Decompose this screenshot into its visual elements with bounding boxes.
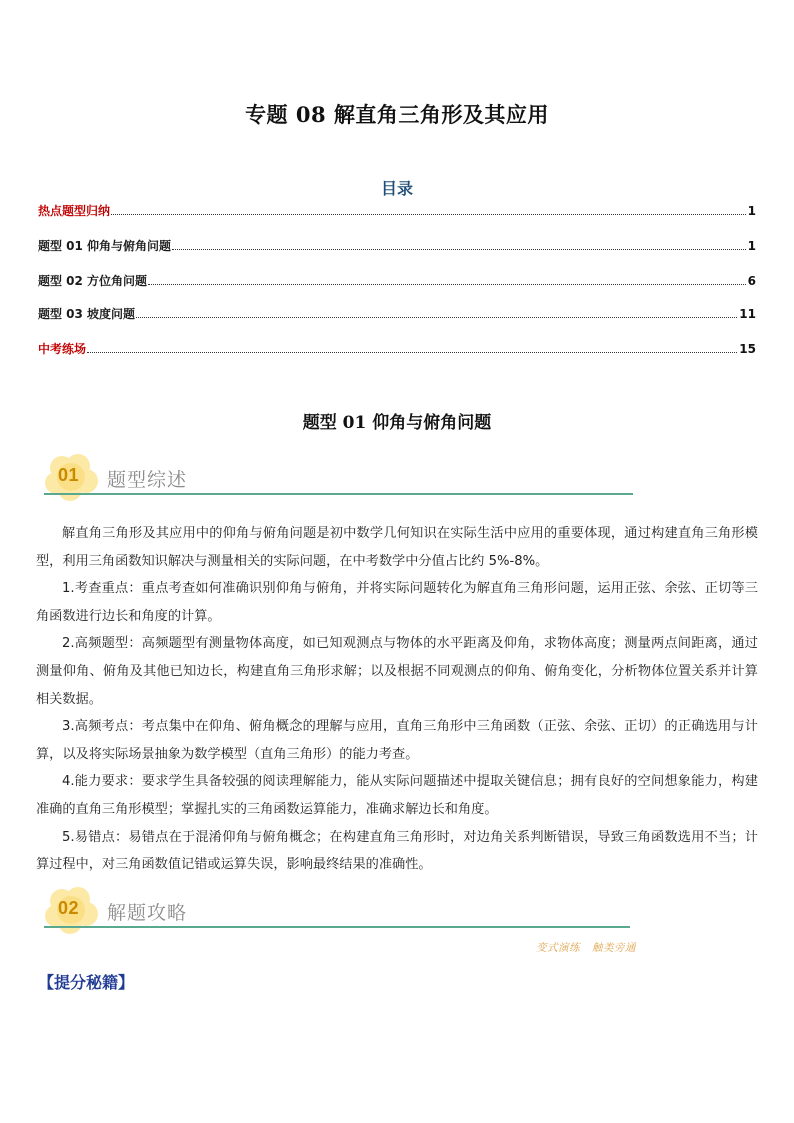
toc-leader [111,213,746,215]
overview-paragraph: 4.能力要求：要求学生具备较强的阅读理解能力，能从实际问题描述中提取关键信息；拥有良好的空间想象能力，构建准确的直角三角形模型；掌握扎实的三角函数运算能力，准确求解边长和角度。 [36,774,758,817]
badge-number: 01 [58,465,80,485]
badge-underline [44,493,633,495]
toc-entry-type-03[interactable] [38,306,756,322]
tip-left: 变式演练 [536,942,581,954]
tip-slogan [0,940,636,955]
document-title: 专题 08 解直角三角形及其应用 [245,102,549,127]
badge-underline [44,926,630,928]
toc-entry-page: 11 [739,307,756,321]
toc-entry-type-01[interactable] [38,238,756,254]
overview-paragraph: 解直角三角形及其应用中的仰角与俯角问题是初中数学几何知识在实际生活中应用的重要体现，通过构建直角三角形模型，利用三角函数知识解决与测量相关的实际问题，在中考数学中分值占比约 5%-8%。 [36,526,758,569]
toc-leader [172,248,746,250]
boost-heading: 【提分秘籍】 [38,973,135,992]
toc-entry-label: 题型 02 方位角问题 [38,274,148,288]
toc-entry-type-02[interactable] [38,273,756,289]
overview-paragraph: 2.高频题型：高频题型有测量物体高度，如已知观测点与物体的水平距离及仰角，求物体高度；测量两点间距离，通过测量仰角、俯角及其他已知边长，构建直角三角形求解；以及根据不同观测点的仰角、俯角变化，分析物体位置关系并计算相关数据。 [36,636,758,707]
badge-label: 题型综述 [107,469,188,491]
badge-number: 02 [58,898,80,918]
toc-heading: 目录 [380,179,413,198]
toc-entry-page: 6 [747,274,756,288]
badge-strategy [44,884,644,944]
toc-leader [136,316,737,318]
tip-right: 触类旁通 [592,942,636,954]
badge-overview [44,451,644,511]
badge-label: 解题攻略 [107,902,188,924]
toc-entry-hot-topics[interactable] [38,203,756,219]
toc-entry-label: 题型 03 坡度问题 [38,307,136,321]
overview-paragraph: 5.易错点：易错点在于混淆仰角与俯角概念；在构建直角三角形时，对边角关系判断错误，导致三角函数选用不当；计算过程中，对三角函数值记错或运算失误，影响最终结果的准确性。 [36,829,758,873]
toc-entry-exam-practice[interactable] [38,341,756,357]
toc-entry-page: 1 [747,204,756,218]
toc-entry-label: 题型 01 仰角与俯角问题 [38,239,172,253]
toc-entry-label: 热点题型归纳 [38,204,111,218]
overview-paragraph: 1.考查重点：重点考查如何准确识别仰角与俯角，并将实际问题转化为解直角三角形问题，运用正弦、余弦、正切等三角函数进行边长和角度的计算。 [36,581,758,624]
toc-entry-page: 1 [747,239,756,253]
toc-leader [148,283,746,285]
overview-body [36,520,758,879]
toc-entry-label: 中考练场 [38,342,87,356]
toc-leader [87,351,737,353]
overview-paragraph: 3.高频考点：考点集中在仰角、俯角概念的理解与应用，直角三角形中三角函数（正弦、余弦、正切）的正确选用与计算，以及将实际场景抽象为数学模型（直角三角形）的能力考查。 [36,719,758,762]
section-title: 题型 01 仰角与俯角问题 [302,413,492,433]
toc-entry-page: 15 [739,342,756,356]
